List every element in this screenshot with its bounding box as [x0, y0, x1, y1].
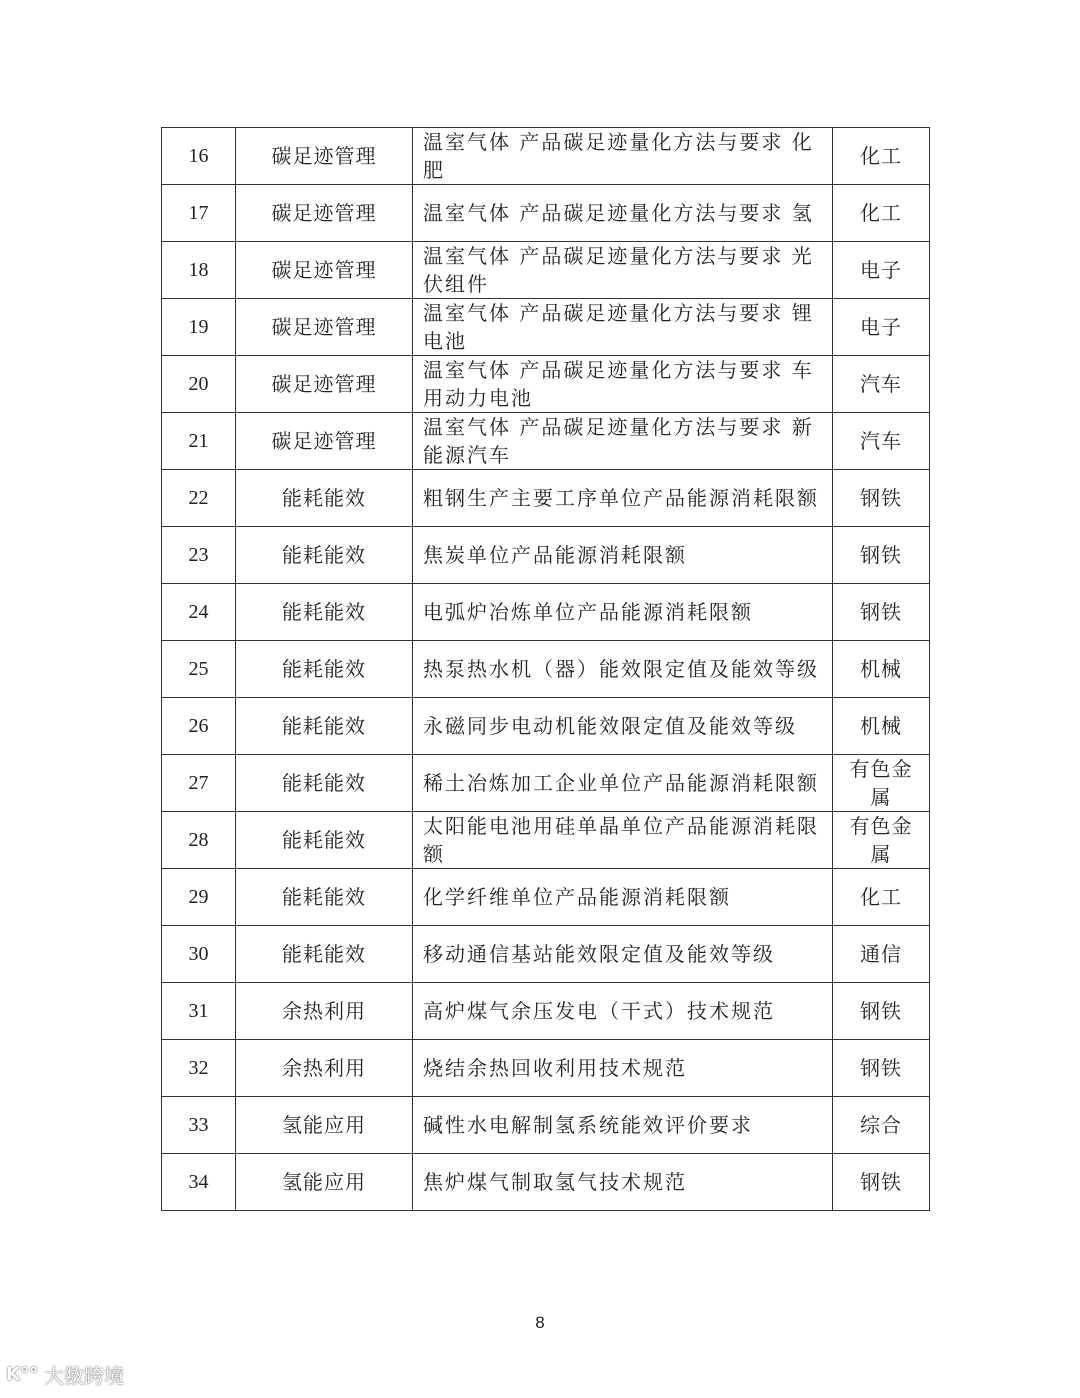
row-standard-name: 移动通信基站能效限定值及能效等级	[413, 926, 833, 983]
row-number: 18	[162, 242, 236, 299]
row-standard-name: 焦炭单位产品能源消耗限额	[413, 527, 833, 584]
row-industry: 电子	[833, 299, 930, 356]
row-industry: 钢铁	[833, 527, 930, 584]
table-row	[162, 128, 930, 185]
table-row	[162, 470, 930, 527]
row-standard-name: 温室气体 产品碳足迹量化方法与要求 化肥	[413, 128, 833, 185]
table-body	[162, 128, 930, 1211]
table-row	[162, 185, 930, 242]
watermark-text: 大数跨境	[43, 1364, 124, 1388]
row-industry: 电子	[833, 242, 930, 299]
row-number: 27	[162, 755, 236, 812]
row-number: 24	[162, 584, 236, 641]
row-category: 余热利用	[236, 983, 413, 1040]
row-number: 26	[162, 698, 236, 755]
row-number: 28	[162, 812, 236, 869]
table-row	[162, 926, 930, 983]
row-number: 32	[162, 1040, 236, 1097]
table-row	[162, 1040, 930, 1097]
page-number: 8	[535, 1313, 545, 1332]
table-row	[162, 641, 930, 698]
row-industry: 有色金属	[833, 812, 930, 869]
row-number: 21	[162, 413, 236, 470]
row-number: 22	[162, 470, 236, 527]
row-standard-name: 烧结余热回收利用技术规范	[413, 1040, 833, 1097]
row-number: 25	[162, 641, 236, 698]
row-category: 碳足迹管理	[236, 413, 413, 470]
row-category: 氢能应用	[236, 1154, 413, 1211]
row-standard-name: 稀土冶炼加工企业单位产品能源消耗限额	[413, 755, 833, 812]
row-standard-name: 温室气体 产品碳足迹量化方法与要求 氢	[413, 185, 833, 242]
row-industry: 钢铁	[833, 1040, 930, 1097]
table-row	[162, 584, 930, 641]
table-row	[162, 1154, 930, 1211]
row-number: 16	[162, 128, 236, 185]
row-category: 碳足迹管理	[236, 356, 413, 413]
watermark	[6, 1360, 124, 1389]
table-row	[162, 527, 930, 584]
row-industry: 汽车	[833, 413, 930, 470]
table-row	[162, 812, 930, 869]
row-industry: 钢铁	[833, 584, 930, 641]
table-row	[162, 242, 930, 299]
table-row	[162, 356, 930, 413]
row-category: 能耗能效	[236, 926, 413, 983]
row-industry: 化工	[833, 128, 930, 185]
row-standard-name: 温室气体 产品碳足迹量化方法与要求 车用动力电池	[413, 356, 833, 413]
row-standard-name: 电弧炉冶炼单位产品能源消耗限额	[413, 584, 833, 641]
row-category: 能耗能效	[236, 584, 413, 641]
row-standard-name: 碱性水电解制氢系统能效评价要求	[413, 1097, 833, 1154]
row-standard-name: 温室气体 产品碳足迹量化方法与要求 新能源汽车	[413, 413, 833, 470]
row-category: 能耗能效	[236, 470, 413, 527]
row-standard-name: 粗钢生产主要工序单位产品能源消耗限额	[413, 470, 833, 527]
row-category: 氢能应用	[236, 1097, 413, 1154]
row-category: 碳足迹管理	[236, 128, 413, 185]
row-industry: 有色金属	[833, 755, 930, 812]
row-number: 17	[162, 185, 236, 242]
row-standard-name: 温室气体 产品碳足迹量化方法与要求 光伏组件	[413, 242, 833, 299]
table-row	[162, 413, 930, 470]
row-standard-name: 永磁同步电动机能效限定值及能效等级	[413, 698, 833, 755]
row-industry: 钢铁	[833, 1154, 930, 1211]
row-industry: 机械	[833, 641, 930, 698]
row-category: 能耗能效	[236, 755, 413, 812]
row-number: 34	[162, 1154, 236, 1211]
row-standard-name: 高炉煤气余压发电（干式）技术规范	[413, 983, 833, 1040]
row-standard-name: 焦炉煤气制取氢气技术规范	[413, 1154, 833, 1211]
row-industry: 机械	[833, 698, 930, 755]
row-industry: 化工	[833, 185, 930, 242]
table-row	[162, 983, 930, 1040]
row-category: 能耗能效	[236, 698, 413, 755]
row-standard-name: 热泵热水机（器）能效限定值及能效等级	[413, 641, 833, 698]
row-number: 30	[162, 926, 236, 983]
row-category: 能耗能效	[236, 869, 413, 926]
row-industry: 通信	[833, 926, 930, 983]
row-number: 19	[162, 299, 236, 356]
table-row	[162, 755, 930, 812]
table-row	[162, 869, 930, 926]
row-standard-name: 温室气体 产品碳足迹量化方法与要求 锂电池	[413, 299, 833, 356]
row-category: 碳足迹管理	[236, 242, 413, 299]
row-industry: 综合	[833, 1097, 930, 1154]
table-row	[162, 299, 930, 356]
row-number: 31	[162, 983, 236, 1040]
row-category: 余热利用	[236, 1040, 413, 1097]
row-category: 能耗能效	[236, 527, 413, 584]
row-number: 29	[162, 869, 236, 926]
row-industry: 钢铁	[833, 470, 930, 527]
row-category: 能耗能效	[236, 812, 413, 869]
row-category: 能耗能效	[236, 641, 413, 698]
row-number: 20	[162, 356, 236, 413]
row-standard-name: 太阳能电池用硅单晶单位产品能源消耗限额	[413, 812, 833, 869]
row-industry: 钢铁	[833, 983, 930, 1040]
table-row	[162, 1097, 930, 1154]
row-category: 碳足迹管理	[236, 185, 413, 242]
standards-table	[161, 127, 930, 1211]
row-number: 33	[162, 1097, 236, 1154]
row-category: 碳足迹管理	[236, 299, 413, 356]
watermark-logo-icon: K°°	[6, 1364, 38, 1385]
row-standard-name: 化学纤维单位产品能源消耗限额	[413, 869, 833, 926]
table-row	[162, 698, 930, 755]
row-number: 23	[162, 527, 236, 584]
row-industry: 化工	[833, 869, 930, 926]
row-industry: 汽车	[833, 356, 930, 413]
